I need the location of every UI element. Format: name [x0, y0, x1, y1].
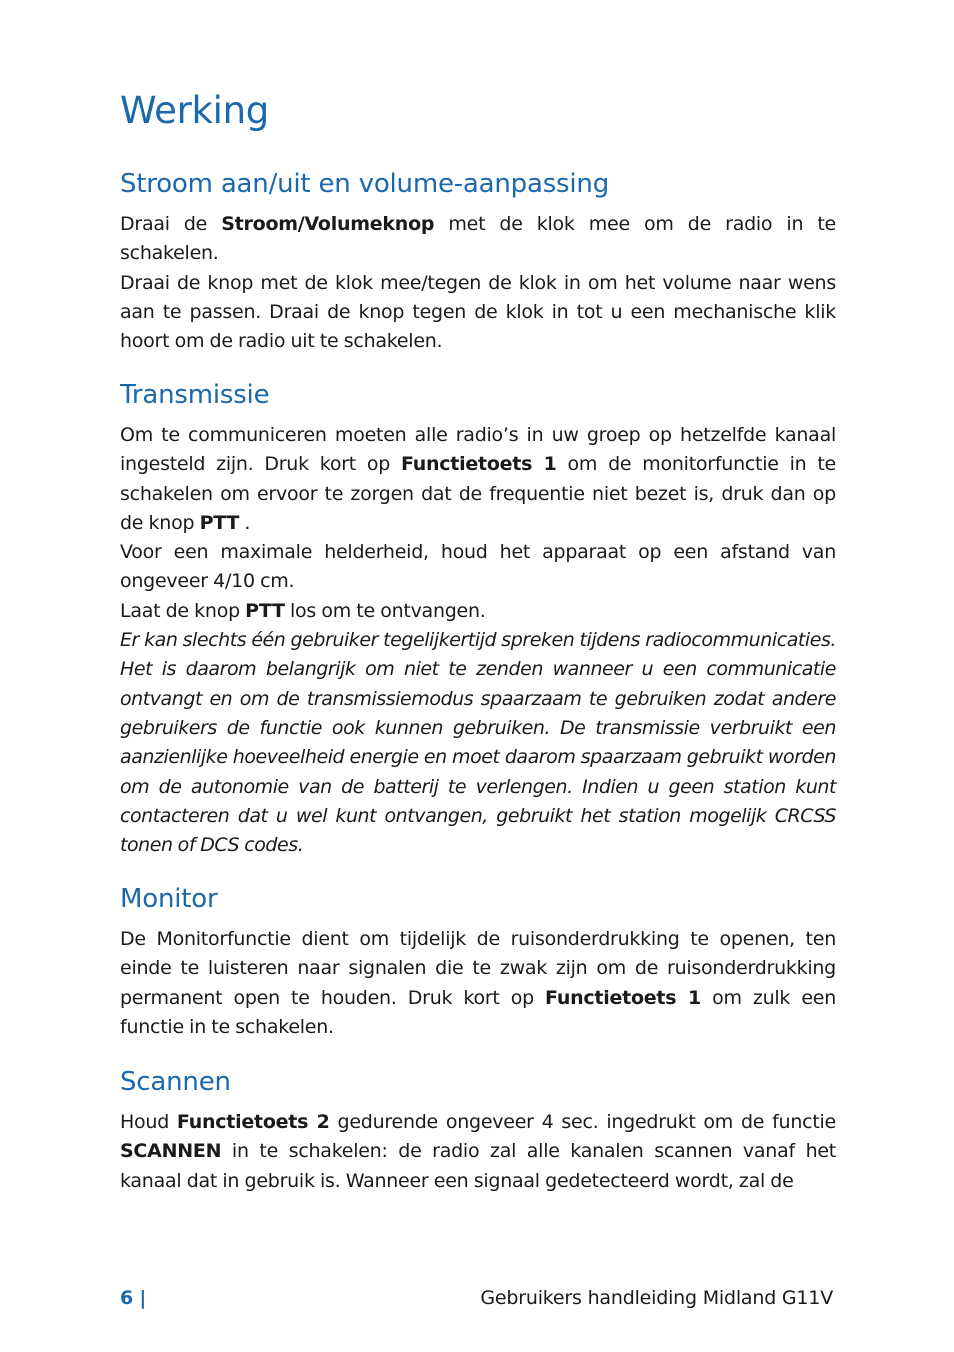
section-monitor — [120, 883, 836, 1042]
section-heading: Stroom aan/uit en volume-aanpassing — [120, 169, 610, 199]
section-transmissie — [120, 379, 836, 860]
paragraph: Draai de Stroom/Volumeknop met de klok mee om de radio in te schakelen. — [120, 213, 837, 265]
paragraph: Om te communiceren moeten alle radio’s in uw groep op hetzelfde kanaal ingesteld zijn. Druk kort op Functietoets 1 om de monitorfunctie in te schakelen om ervoor te zorgen dat de frequentie niet bezet is, druk dan op de knop PTT . — [120, 424, 836, 534]
footer-title: Gebruikers handleiding Midland G11V — [480, 1287, 833, 1309]
section-stroom — [120, 168, 836, 356]
paragraph: Houd Functietoets 2 gedurende ongeveer 4 sec. ingedrukt om de functie SCANNEN in te schakelen: de radio zal alle kanalen scannen vanaf het kanaal dat in gebruik is. Wanneer een signaal gedetecteerd wordt, zal de — [120, 1111, 836, 1192]
section-scannen — [120, 1066, 836, 1196]
section-heading: Scannen — [120, 1067, 231, 1097]
paragraph: Laat de knop PTT los om te ontvangen. — [120, 599, 486, 622]
page-title: Werking — [120, 89, 269, 132]
paragraph: De Monitorfunctie dient om tijdelijk de ruisonderdrukking te openen, ten einde te luisteren naar signalen die te zwak zijn om de ruisonderdrukking permanent open te houden. Druk kort op Functietoets 1 om zulk een functie in te schakelen. — [120, 928, 836, 1038]
paragraph: Draai de knop met de klok mee/tegen de klok in om het volume naar wens aan te passen. Draai de knop tegen de klok in tot u een mechanische klik hoort om de radio uit te schakelen. — [120, 271, 836, 353]
section-heading: Transmissie — [120, 380, 270, 410]
note-paragraph: Er kan slechts één gebruiker tegelijkertijd spreken tijdens radiocommunicaties. Het is daarom belangrijk om niet te zenden wanneer u een communicatie ontvangt en om de transmissiemodus spaarzaam te gebruiken zodat andere gebruikers de functie ook kunnen gebruiken. De transmissie verbruikt een aanzienlijke hoeveelheid energie en moet daarom spaarzaam gebruikt worden om de autonomie van de batterij te verlengen. Indien u geen station kunt contacteren dat u wel kunt ontvangen, gebruikt het station mogelijk CRCSS tonen of DCS codes. — [120, 629, 836, 857]
paragraph: Voor een maximale helderheid, houd het apparaat op een afstand van ongeveer 4/10 cm. — [120, 541, 836, 593]
page-number: 6 | — [120, 1287, 147, 1309]
section-heading: Monitor — [120, 884, 218, 914]
